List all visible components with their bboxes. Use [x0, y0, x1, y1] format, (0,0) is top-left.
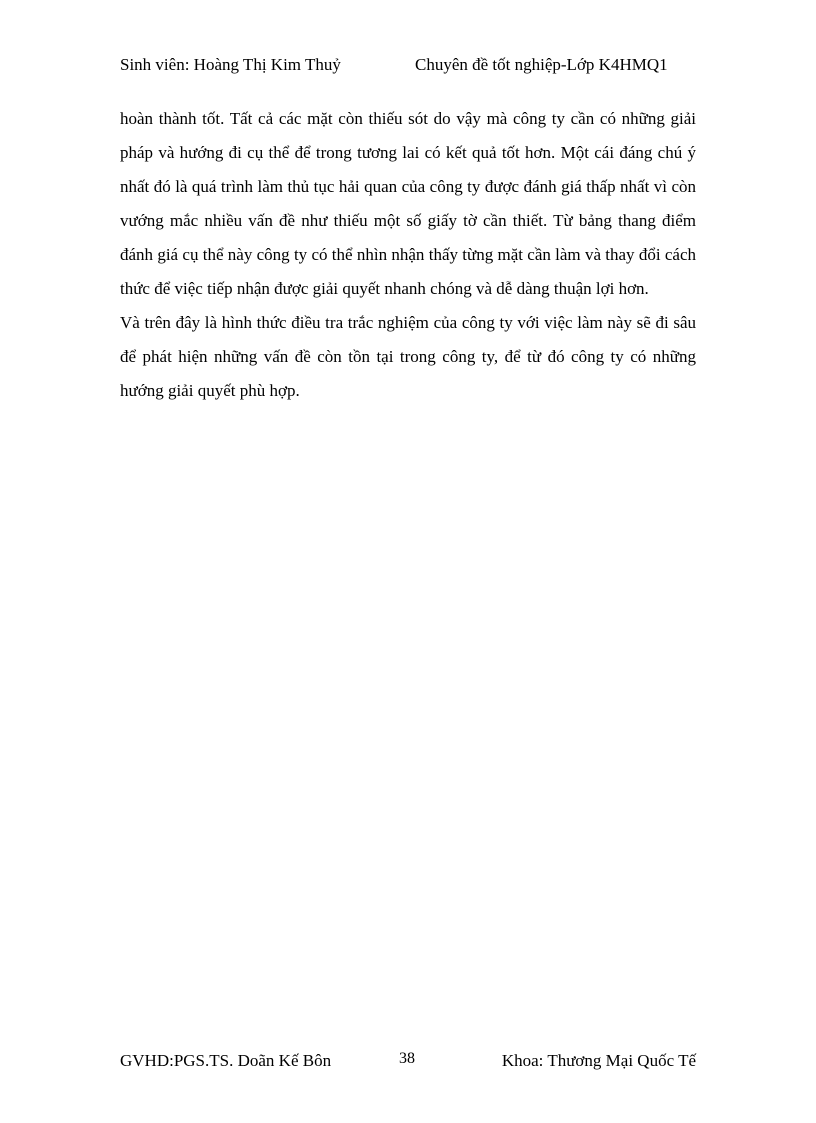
page-header	[120, 52, 696, 78]
footer-advisor: GVHD:PGS.TS. Doãn Kế Bôn	[120, 1051, 332, 1070]
header-student-name: Sinh viên: Hoàng Thị Kim Thuỷ	[120, 55, 341, 74]
page-footer	[120, 1048, 696, 1074]
body-paragraph: Và trên đây là hình thức điều tra trắc nghiệm của công ty với việc làm này sẽ đi sâu để phát hiện những vấn đề còn tồn tại trong công ty, để từ đó công ty có những hướng giải quyết phù hợp.	[120, 313, 696, 400]
document-body	[120, 102, 696, 408]
footer-faculty: Khoa: Thương Mại Quốc Tế	[501, 1051, 696, 1070]
page-number: 38	[399, 1050, 415, 1067]
header-topic: Chuyên đề tốt nghiệp-Lớp K4HMQ1	[415, 55, 668, 74]
body-paragraph: hoàn thành tốt. Tất cả các mặt còn thiếu sót do vậy mà công ty cần có những giải pháp và hướng đi cụ thể để trong tương lai có kết quả tốt hơn. Một cái đáng chú ý nhất đó là quá trình làm thủ tục hải quan của công ty được đánh giá thấp nhất vì còn vướng mắc nhiều vấn đề như thiếu một số giấy tờ cần thiết. Từ bảng thang điểm đánh giá cụ thể này công ty có thể nhìn nhận thấy từng mặt cần làm và thay đổi cách thức để việc tiếp nhận được giải quyết nhanh chóng và dễ dàng thuận lợi hơn.	[120, 109, 696, 298]
